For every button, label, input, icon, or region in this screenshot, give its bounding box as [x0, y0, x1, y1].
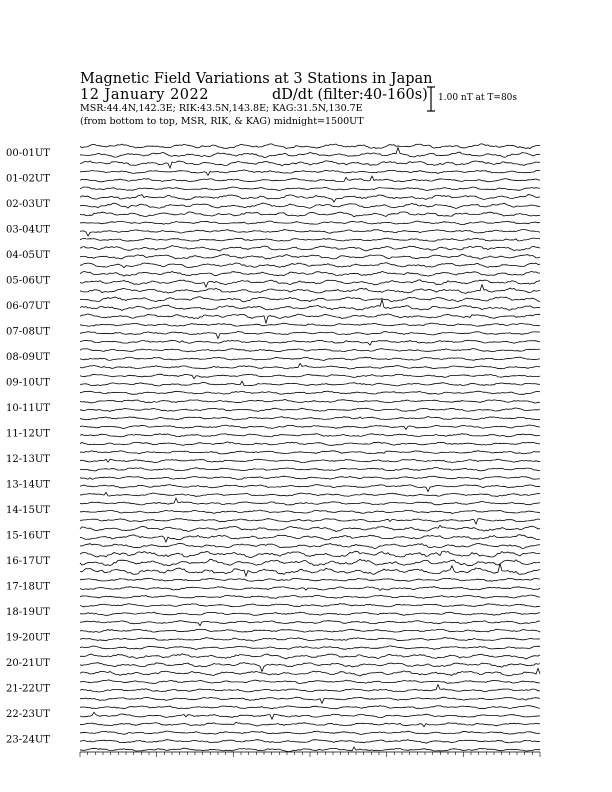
hour-label: 17-18UT	[6, 581, 50, 593]
hour-label: 14-15UT	[6, 505, 50, 516]
station-trace	[80, 442, 540, 445]
station-trace	[80, 161, 540, 168]
station-trace	[80, 510, 540, 513]
station-trace	[80, 697, 540, 703]
station-trace	[80, 451, 540, 454]
hour-label: 08-09UT	[6, 352, 50, 363]
station-trace	[80, 314, 540, 323]
station-trace	[80, 400, 540, 403]
station-trace	[80, 543, 540, 548]
hour-label: 11-12UT	[6, 428, 50, 440]
station-trace	[80, 357, 540, 360]
station-trace	[80, 238, 540, 241]
scale-bar	[427, 87, 435, 111]
station-trace	[80, 203, 540, 208]
chart-date: 12 January 2022	[80, 87, 209, 103]
station-trace	[80, 559, 540, 566]
hour-label: 13-14UT	[6, 479, 50, 491]
station-trace	[80, 604, 540, 607]
station-trace	[80, 740, 540, 744]
station-trace	[80, 638, 540, 642]
hour-label: 01-02UT	[6, 173, 50, 185]
station-trace	[80, 144, 540, 149]
station-trace	[80, 212, 540, 217]
station-trace	[80, 712, 540, 719]
station-trace	[80, 408, 540, 411]
station-trace	[80, 148, 540, 158]
hour-label: 09-10UT	[6, 377, 50, 389]
hour-label: 06-07UT	[6, 301, 50, 312]
station-trace	[80, 297, 540, 302]
station-trace	[80, 263, 540, 268]
station-trace	[80, 476, 540, 479]
station-trace	[80, 363, 540, 369]
station-trace	[80, 747, 540, 752]
trace-order-note: (from bottom to top, MSR, RIK, & KAG) midnight=1500UT	[80, 116, 364, 127]
station-trace	[80, 654, 540, 659]
station-trace	[80, 391, 540, 394]
station-trace	[80, 246, 540, 251]
chart-title: Magnetic Field Variations at 3 Stations in Japan	[80, 71, 433, 87]
station-trace	[80, 459, 540, 463]
station-trace	[80, 663, 540, 672]
hour-label: 18-19UT	[6, 607, 50, 618]
hour-label: 23-24UT	[6, 734, 50, 746]
station-trace	[80, 323, 540, 326]
hour-label: 12-13UT	[6, 454, 50, 465]
hour-label: 15-16UT	[6, 530, 50, 542]
station-trace	[80, 706, 540, 709]
station-trace	[80, 254, 540, 259]
station-trace	[80, 271, 540, 276]
scale-bar-label: 1.00 nT at T=80s	[438, 93, 518, 103]
station-trace	[80, 535, 540, 542]
station-trace	[80, 492, 540, 496]
station-trace	[80, 176, 540, 182]
station-trace	[80, 680, 540, 684]
station-trace	[80, 629, 540, 632]
station-trace	[80, 578, 540, 581]
station-trace	[80, 731, 540, 734]
station-trace	[80, 425, 540, 430]
station-trace	[80, 170, 540, 175]
hour-label: 21-22UT	[6, 683, 50, 695]
hour-label: 20-21UT	[6, 658, 50, 669]
station-trace	[80, 498, 540, 505]
station-trace	[80, 525, 540, 531]
station-trace	[80, 349, 540, 352]
station-trace	[80, 230, 540, 236]
station-trace	[80, 280, 540, 287]
hour-label: 04-05UT	[6, 250, 50, 261]
station-trace	[80, 551, 540, 558]
station-trace	[80, 417, 540, 420]
hour-label: 02-03UT	[6, 199, 50, 210]
station-trace	[80, 195, 540, 202]
chart-component: dD/dt (filter:40-160s)	[272, 87, 428, 103]
station-trace	[80, 221, 540, 225]
hour-label: 03-04UT	[6, 224, 50, 236]
hour-label: 16-17UT	[6, 556, 50, 567]
station-trace	[80, 685, 540, 692]
station-trace	[80, 587, 540, 591]
station-trace	[80, 519, 540, 524]
hour-label: 19-20UT	[6, 632, 50, 644]
station-trace	[80, 187, 540, 191]
station-trace	[80, 285, 540, 294]
station-trace	[80, 331, 540, 338]
hour-label: 00-01UT	[6, 148, 50, 159]
station-trace	[80, 374, 540, 379]
station-trace	[80, 381, 540, 386]
hour-label: 10-11UT	[6, 403, 50, 414]
station-trace	[80, 646, 540, 650]
station-trace	[80, 340, 540, 345]
hour-label: 22-23UT	[6, 709, 50, 720]
hour-label: 05-06UT	[6, 275, 50, 287]
station-trace	[80, 467, 540, 471]
station-coordinates: MSR:44.4N,142.3E; RIK:43.5N,143.8E; KAG:31.5N,130.7E	[80, 103, 363, 114]
station-trace	[80, 722, 540, 727]
station-trace	[80, 668, 540, 676]
station-trace	[80, 434, 540, 437]
station-trace	[80, 621, 540, 626]
station-trace	[80, 612, 540, 615]
station-trace	[80, 485, 540, 492]
hour-label: 07-08UT	[6, 326, 50, 338]
station-trace	[80, 595, 540, 598]
